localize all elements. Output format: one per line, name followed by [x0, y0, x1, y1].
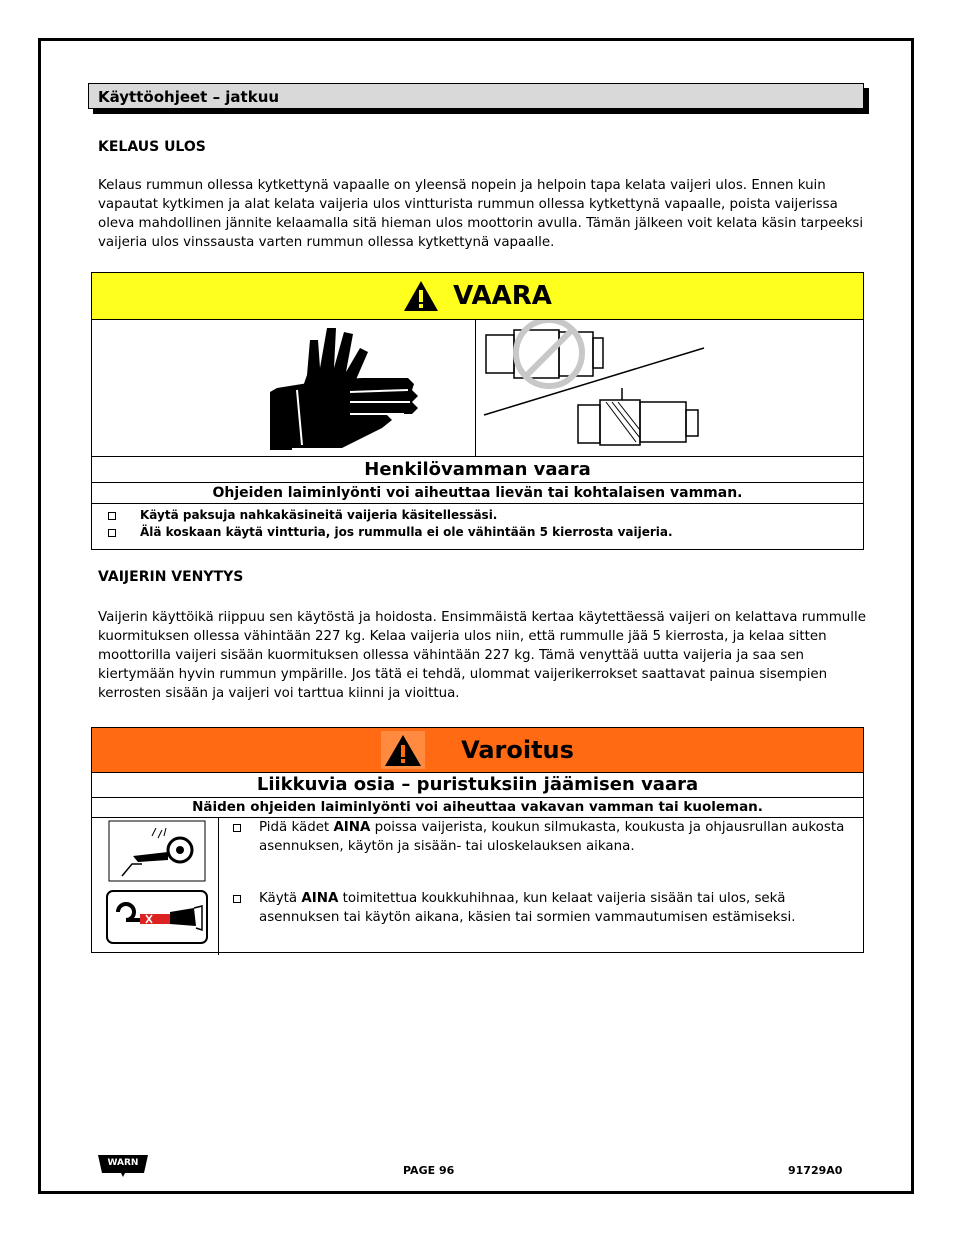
venytys-body: Vaijerin käyttöikä riippuu sen käytöstä ja hoidosta. Ensimmäistä kertaa käytettäessä vaijeri on kelattava rummulle kuormituksen ollessa vähintään 227 kg. Kelaa vaijeria ulos niin, että rummulle jää 5 kierrosta, ja kelaa sitten moottorilla vaijeri sisään kuormituksen ollessa vähintään 227 kg. Tämä venyttää uutta vaijeria ja saa sen kiertymään hyvin rummun ympärille. Jos tätä ei tehdä, ulommat vaijerikerrokset saattavat painua sisempien kerrosten sisään ja vaijeri voi tarttua kiinni ja vioittua. — [98, 610, 866, 701]
hand-drum-icon — [108, 820, 206, 882]
checkbox-icon — [233, 895, 241, 903]
page-number: PAGE 96 — [403, 1164, 455, 1177]
warning-title: Varoitus — [461, 736, 574, 764]
warning-hazard: Liikkuvia osia – puristuksiin jäämisen vaara — [92, 773, 863, 798]
warning-item-2: Käytä AINA toimitettua koukkuhihnaa, kun kelaat vaijeria sisään tai ulos, sekä asennuksen tai käytön aikana, käsien tai sormien vammautumisen estämiseksi. — [259, 889, 859, 927]
hook-strap-icon — [106, 890, 208, 944]
warning-triangle-icon — [381, 731, 425, 769]
warn-logo-text: WARN — [107, 1158, 139, 1168]
danger-list — [92, 504, 863, 541]
warning-item-1: Pidä kädet AINA poissa vaijerista, koukun silmukasta, koukusta ja ohjausrullan aukosta asennuksen, käytön ja sisään- tai uloskelauksen aikana. — [259, 818, 864, 856]
checkbox-icon — [233, 824, 241, 832]
venytys-heading: VAIJERIN VENYTYS — [98, 569, 244, 585]
warning-content — [92, 818, 863, 955]
list-item-text: Käytä paksuja nahkakäsineitä vaijeria käsitellessäsi. — [140, 508, 498, 522]
gloves-cell — [92, 320, 476, 456]
warning-text-cell — [219, 818, 863, 955]
section-title: Käyttöohjeet – jatkuu — [88, 83, 864, 109]
warn-logo — [98, 1153, 148, 1177]
danger-box — [91, 272, 864, 550]
doc-code: 91729A0 — [788, 1164, 843, 1177]
winch-drum-icon — [476, 320, 863, 456]
checkbox-icon — [108, 529, 116, 537]
winch-drum-cell — [476, 320, 863, 456]
danger-header — [92, 273, 863, 320]
warning-triangle-icon — [403, 280, 439, 312]
list-item-text: Älä koskaan käytä vintturia, jos rummulla ei ole vähintään 5 kierrosta vaijeria. — [140, 525, 673, 539]
kelaus-body: Kelaus rummun ollessa kytkettynä vapaalle on yleensä nopein ja helpoin tapa kelata vaijeri ulos. Ennen kuin vapautat kytkimen ja alat kelata vaijeria ulos vintturista rummun ollessa kytkettynä vapaalle, poista vaijerissa oleva mahdollinen jännite kelaamalla sitä hieman ulos moottorin avulla. Tämän jälkeen voit kelata käsin tarpeeksi vaijeria ulos vinssausta varten rummun ollessa kytkettynä vapaalle. — [98, 178, 864, 250]
warning-box — [91, 727, 864, 953]
danger-images — [92, 320, 863, 457]
list-item — [92, 507, 863, 524]
danger-consequence: Ohjeiden laiminlyönti voi aiheuttaa lievän tai kohtalaisen vamman. — [92, 483, 863, 504]
warning-header — [92, 728, 863, 773]
checkbox-icon — [108, 512, 116, 520]
list-item — [92, 524, 863, 541]
gloves-icon — [92, 320, 475, 456]
kelaus-heading: KELAUS ULOS — [98, 139, 206, 155]
warning-icons-cell — [92, 818, 219, 955]
danger-hazard: Henkilövamman vaara — [92, 457, 863, 483]
warning-consequence: Näiden ohjeiden laiminlyönti voi aiheuttaa vakavan vamman tai kuoleman. — [92, 798, 863, 818]
danger-title: VAARA — [453, 281, 552, 311]
